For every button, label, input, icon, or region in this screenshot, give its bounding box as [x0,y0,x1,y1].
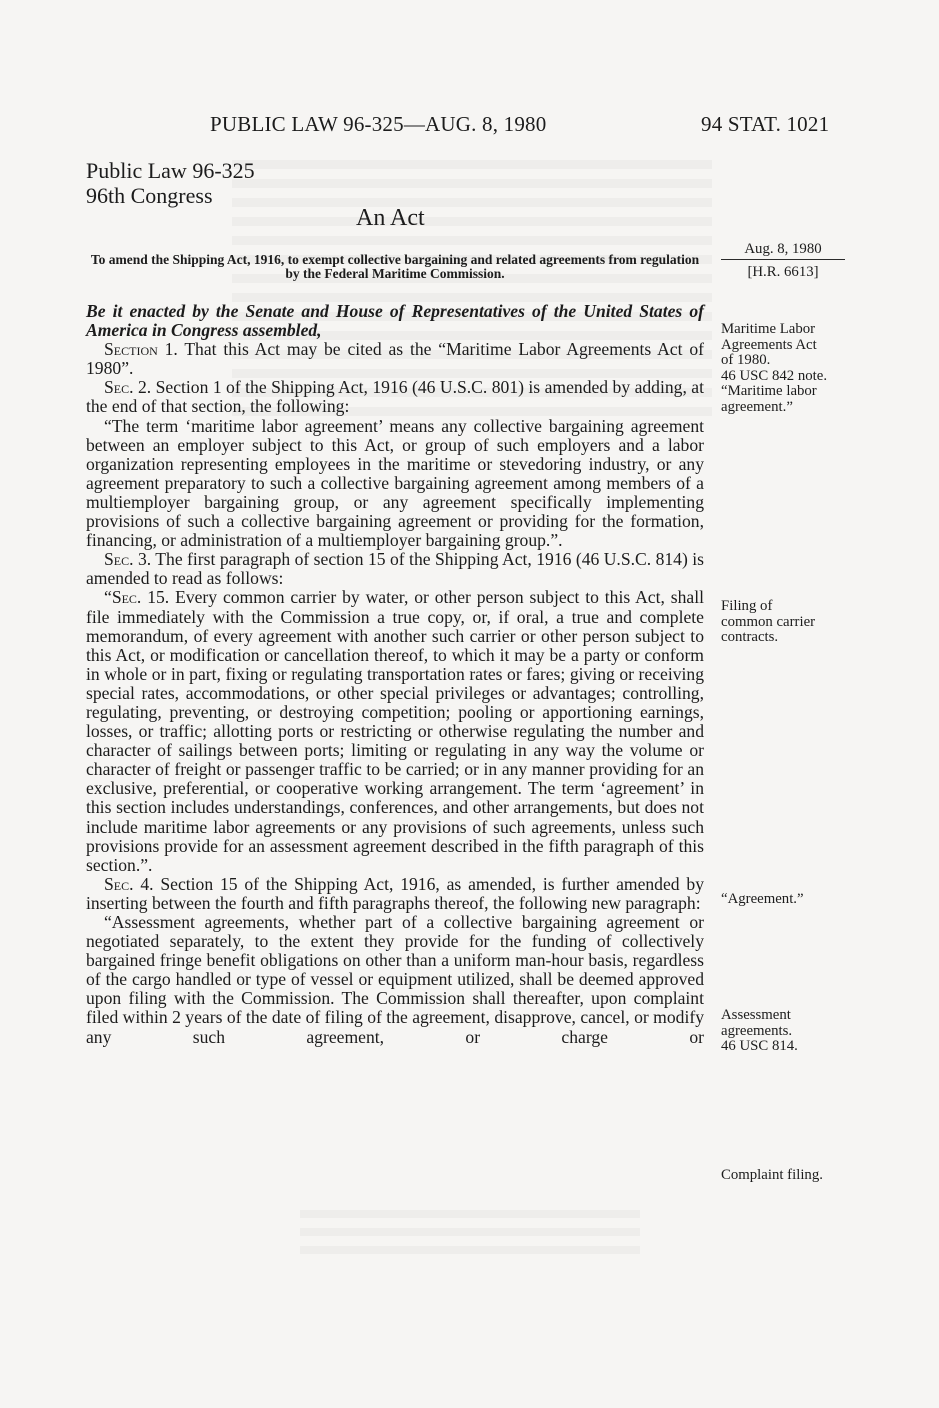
margin-enactment-info [721,241,845,280]
public-law-number: Public Law 96-325 [86,158,255,183]
section-1: Section 1. That this Act may be cited as the “Maritime Labor Agreements Act of 1980”. [86,339,704,379]
margin-note-filing: Filing of common carrier contracts. [721,598,816,646]
margin-note-agreement: “Agreement.” [721,891,804,907]
section-3-quote: “Sec. 15. Every common carrier by water, or other person subject to this Act, shall file immediately with the Commission a true copy, or, if oral, a true and complete memorandum, of every agreement with another such carrier or other person subject to this Act, or modification or cancellation thereof, to which it may be a party or conform in whole or in part, fixing or regulating transportation rates or fares; giving or receiving special rates, accommodations, or other special privileges or advantages; controlling, regulating, preventing, or destroying competition; pooling or apportioning earnings, losses, or traffic; allotting ports or restricting or otherwise regulating the number and character of sailings between ports; limiting or regulating in any way the volume or character of freight or passenger traffic to be carried; or in any manner providing for an exclusive, preferential, or cooperative working arrangement. The term ‘agreement’ in this section includes understandings, conferences, and other arrangements, but does not include maritime labor agreements or any provisions of such agreements, unless such provisions provide for an assessment agreement described in the fifth paragraph of this section.”. [86,587,704,875]
congress-number: 96th Congress [86,183,213,208]
section-2-quote: “The term ‘maritime labor agreement’ means any collective bargaining agreement between an employer subject to this Act, or group of such employers and a labor organization representing employees in the maritime or stevedoring industry, or any agreement preparatory to such a collective bargaining agreement among members of a multiemployer bargaining group, or any agreement specifically implementing provisions of such a collective bargaining agreement or providing for the formation, financing, or administration of a multiemployer bargaining group.”. [86,415,704,551]
long-title: To amend the Shipping Act, 1916, to exempt collective bargaining and related agreements from regulation by the Federal Maritime Commission. [90,252,700,281]
section-4-quote: “Assessment agreements, whether part of a collective bargaining agreement or negotiated separately, to the extent they provide for the funding of collectively bargained fringe benefit obligations on other than a uniform man-hour basis, regardless of the cargo handled or type of vessel or equipment utilized, shall be deemed approved upon filing with the Commission. The Commission shall thereafter, upon complaint filed within 2 years of the date of filing of the agreement, disapprove, cancel, or modify any such agreement, or charge or [86,912,704,1047]
statute-body [86,302,704,1047]
section-3: Sec. 3. The first paragraph of section 15 of the Shipping Act, 1916 (46 U.S.C. 814) is amended to read as follows: [86,549,704,589]
show-through-texture-2 [300,1210,640,1254]
running-head-center: PUBLIC LAW 96-325—AUG. 8, 1980 [210,112,547,136]
margin-rule [721,259,845,260]
section-4: Sec. 4. Section 15 of the Shipping Act, 1916, as amended, is further amended by inserting between the fourth and fifth paragraphs thereof, the following new paragraph: [86,873,704,913]
margin-note-assessment: Assessment agreements. 46 USC 814. [721,1007,798,1055]
enacting-clause: Be it enacted by the Senate and House of Representatives of the United States of America in Congress assembled, [86,301,704,341]
margin-bill-number: [H.R. 6613] [747,264,819,280]
section-2: Sec. 2. Section 1 of the Shipping Act, 1916 (46 U.S.C. 801) is amended by adding, at the end of that section, the following: [86,377,704,417]
margin-note-complaint: Complaint filing. [721,1167,823,1183]
margin-date: Aug. 8, 1980 [744,241,822,257]
running-head-page: 94 STAT. 1021 [701,112,830,136]
margin-note-short-title: Maritime Labor Agreements Act of 1980. 46 USC 842 note. “Maritime labor agreement.” [721,321,828,415]
act-title: An Act [356,205,425,231]
